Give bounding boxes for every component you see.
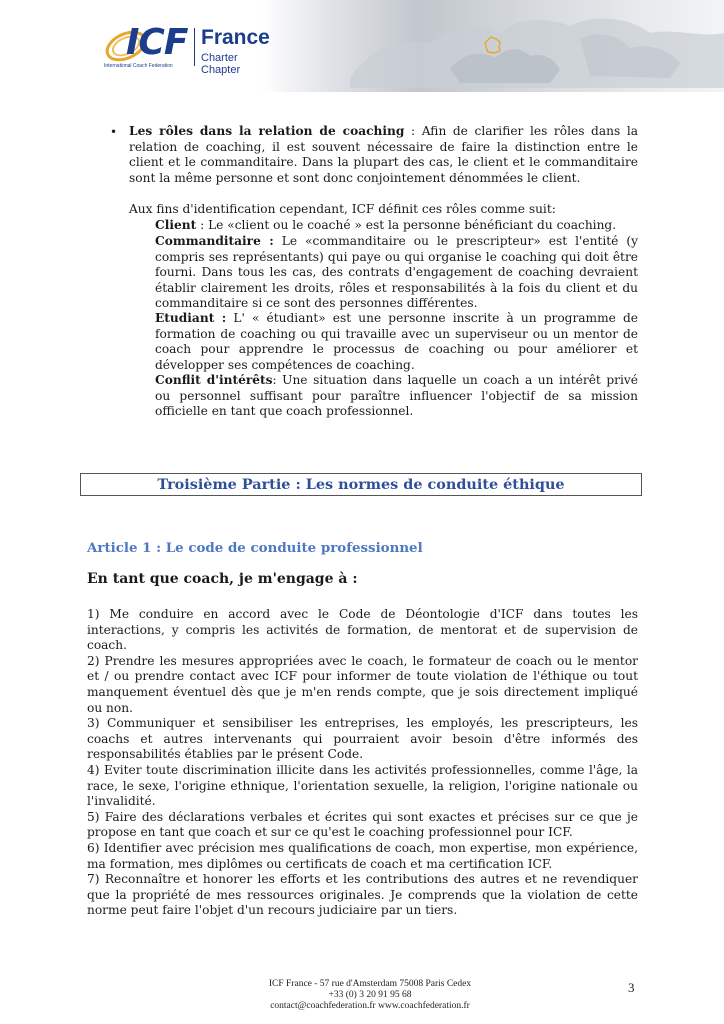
list-item: 6) Identifier avec précision mes qualifications de coach, mon expertise, mon expérience, ma formation, mes diplômes ou certificats de coach et ma certification ICF.: [87, 840, 638, 871]
footer-phone: +33 (0) 3 20 91 95 68: [328, 990, 412, 1000]
roles-bullet: [129, 124, 638, 186]
definition-term: Client: [155, 218, 197, 232]
footer-contact: contact@coachfederation.fr www.coachfederation.fr: [270, 1001, 470, 1011]
definition-term: Etudiant :: [155, 311, 227, 325]
france-marker-icon: [484, 36, 502, 54]
definition-text: : Une situation dans laquelle un coach a un intérêt privé ou personnel suffisant pour paraître influencer l'objectif de sa mission officielle en tant que coach professionnel.: [155, 373, 638, 419]
footer-address: ICF France - 57 rue d'Amsterdam 75008 Paris Cedex: [268, 979, 472, 989]
list-item: 5) Faire des déclarations verbales et écrites qui sont exactes et précises sur ce que je propose en tant que coach et sur ce qu'est le coaching professionnel pour ICF.: [87, 809, 638, 840]
identification-intro: Aux fins d'identification cependant, ICF définit ces rôles comme suit:: [129, 202, 556, 216]
logo-chapter-sub: Charter Chapter: [201, 52, 241, 76]
logo-tagline: International Coach Federation: [104, 63, 173, 69]
definition-term: Conflit d'intérêts: [155, 373, 273, 387]
list-item: 3) Communiquer et sensibiliser les entreprises, les employés, les prescripteurs, les coachs et autres intervenants qui pourraient avoir besoin d'être informés des responsabilités établies par le présent Code.: [87, 716, 638, 762]
list-item: 7) Reconnaître et honorer les efforts et les contributions des autres et ne revendiquer que la propriété de mes ressources originales. Je comprends que la violation de cette norme peut faire l'objet d'un recours judiciaire par un tiers.: [87, 872, 638, 918]
footer: [200, 979, 540, 1012]
section-title: Troisième Partie : Les normes de conduite éthique: [157, 476, 565, 493]
definition-text: : Le «client ou le coaché » est la personne bénéficiant du coaching.: [196, 218, 617, 232]
article-title: Article 1 : Le code de conduite professionnel: [87, 540, 423, 556]
definition-etudiant: [155, 311, 638, 373]
engagement-heading: En tant que coach, je m'engage à :: [87, 571, 358, 587]
logo-chapter-name: France: [201, 26, 270, 49]
definition-commanditaire: [155, 234, 638, 312]
list-item: 4) Eviter toute discrimination illicite dans les activités professionnelles, comme l'âge, la race, le sexe, l'origine ethnique, l'orientation sexuelle, la religion, l'origine nationale ou l'invalidité.: [87, 762, 638, 809]
definition-term: Commanditaire :: [155, 234, 274, 248]
roles-bullet-title: Les rôles dans la relation de coaching: [129, 124, 405, 138]
section-title-box: [80, 473, 642, 496]
page-number: 3: [628, 980, 635, 995]
definition-text: L' « étudiant» est une personne inscrite à un programme de formation de coaching ou qui travaille avec un superviseur ou un mentor de coach pour apprendre le processus de coaching ou pour améliorer et développer ses compétences de coaching.: [155, 311, 639, 372]
logo-separator: [194, 28, 195, 66]
definition-client: [155, 218, 638, 234]
europe-map-graphic: [330, 8, 724, 88]
definition-text: Le «commanditaire ou le prescripteur» est l'entité (y compris ses représentants) qui paye ou qui organise le coaching qui doit être fourni. Dans tous les cas, des contrats d'engagement de coaching devraient établir clairement les droits, rôles et responsabilités à la fois du client et du commanditaire si ce sont des personnes différentes.: [155, 234, 638, 311]
logo-icf-text: ICF: [126, 22, 188, 63]
definition-conflit: [155, 373, 638, 420]
icf-logo: [104, 22, 274, 76]
list-item: 1) Me conduire en accord avec le Code de Déontologie d'ICF dans toutes les interactions, y compris les activités de formation, de mentorat et de supervision de coach.: [87, 607, 638, 653]
list-item: 2) Prendre les mesures appropriées avec le coach, le formateur de coach ou le mentor et / ou prendre contact avec ICF pour informer de toute violation de l'éthique ou tout manquement éventuel dès que je m'en rends compte, que je sois directement impliqué ou non.: [87, 653, 638, 715]
engagement-list: [87, 607, 638, 919]
bullet-marker: •: [110, 125, 118, 139]
header-banner: [0, 0, 724, 92]
roles-bullet-text: : Afin de clarifier les rôles dans la relation de coaching, il est souvent nécessaire de faire la distinction entre le client et le commanditaire. Dans la plupart des cas, le client et le commanditaire sont la même personne et sont donc conjointement dénommées le client.: [129, 124, 638, 185]
